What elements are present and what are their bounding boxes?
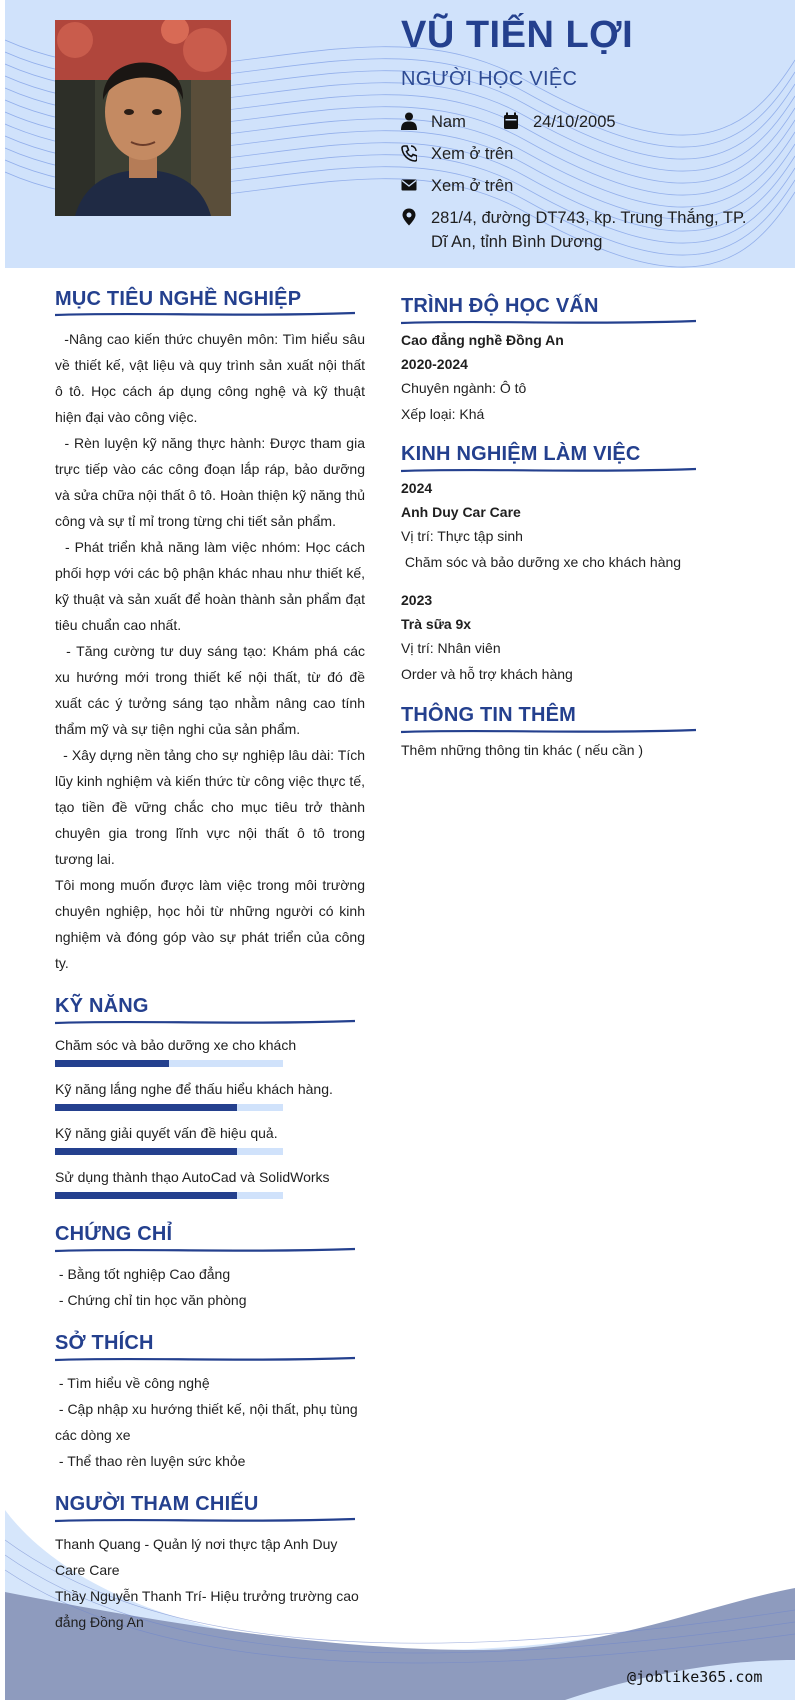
gender-value: Nam [431, 113, 466, 131]
job-year: 2024 [401, 480, 433, 496]
certificate-item: - Chứng chỉ tin học văn phòng [55, 1292, 247, 1308]
objective-underline [55, 310, 355, 318]
hobby-item: - Cập nhập xu hướng thiết kế, nội thất, phụ tùng các dòng xe [55, 1401, 362, 1443]
skills-title: KỸ NĂNG [55, 995, 149, 1017]
objective-paragraph: - Phát triển khả năng làm việc nhóm: Học cách phối hợp với các bộ phận khác nhau như thiết kế, kỹ thuật và sản xuất để hoàn thành sản phẩm đạt tiêu chuẩn cao nhất. [55, 539, 369, 633]
additional-info-underline [401, 727, 696, 735]
gender-row [401, 110, 466, 134]
job-company: Anh Duy Car Care [401, 504, 521, 520]
job-company: Trà sữa 9x [401, 616, 472, 632]
education-title: TRÌNH ĐỘ HỌC VẤN [401, 295, 599, 317]
experience-underline [401, 466, 696, 474]
calendar-icon [503, 112, 519, 130]
certificates-underline [55, 1246, 355, 1254]
birthdate-value: 24/10/2005 [533, 113, 616, 131]
skill-level-bar [55, 1148, 283, 1155]
skill-level-fill [55, 1104, 237, 1111]
job-position: Vị trí: Nhân viên [401, 640, 501, 656]
objective-paragraph: Tôi mong muốn được làm việc trong môi trường chuyên nghiệp, học hỏi từ những người có kinh nghiệm và đóng góp vào sự phát triển của công ty. [55, 877, 369, 971]
envelope-icon [401, 176, 417, 194]
watermark: @joblike365.com [627, 1668, 763, 1686]
references-underline [55, 1516, 355, 1524]
resume-page [5, 0, 795, 1700]
skill-label: Chăm sóc và bảo dưỡng xe cho khách [55, 1037, 297, 1053]
skill-level-bar [55, 1060, 283, 1067]
objective-text [55, 326, 369, 976]
education-school: Cao đẳng nghề Đồng An [401, 332, 564, 348]
skill-label: Sử dụng thành thạo AutoCad và SolidWorks [55, 1169, 330, 1185]
certificates-title: CHỨNG CHỈ [55, 1223, 173, 1245]
additional-info-title: THÔNG TIN THÊM [401, 704, 577, 726]
email-row [401, 174, 513, 198]
person-icon [401, 112, 417, 130]
skill-level-fill [55, 1192, 237, 1199]
additional-info-text: Thêm những thông tin khác ( nếu cần ) [401, 742, 644, 758]
skill-label: Kỹ năng lắng nghe để thấu hiểu khách hàng. [55, 1081, 333, 1097]
email-value: Xem ở trên [431, 177, 514, 195]
hobby-item: - Thể thao rèn luyện sức khỏe [55, 1453, 246, 1469]
job-description: Order và hỗ trợ khách hàng [401, 666, 573, 682]
education-underline [401, 318, 696, 326]
skill-level-bar [55, 1192, 283, 1199]
job-year: 2023 [401, 592, 433, 608]
objective-paragraph: -Nâng cao kiến thức chuyên môn: Tìm hiểu sâu về thiết kế, vật liệu và quy trình sản xuất nội thất ô tô. Học cách áp dụng công nghệ và kỹ thuật hiện đại vào công việc. [55, 331, 369, 425]
hobbies-underline [55, 1355, 355, 1363]
job-title: NGƯỜI HỌC VIỆC [401, 68, 578, 90]
skill-level-fill [55, 1060, 169, 1067]
references-title: NGƯỜI THAM CHIẾU [55, 1493, 259, 1515]
reference-item: Thanh Quang - Quản lý nơi thực tập Anh Duy Care Care [55, 1536, 338, 1578]
birthdate-row [503, 110, 616, 134]
skills-underline [55, 1018, 355, 1026]
skill-level-fill [55, 1148, 237, 1155]
address-row [401, 206, 751, 254]
experience-title: KINH NGHIỆM LÀM VIỆC [401, 443, 641, 465]
objective-paragraph: - Tăng cường tư duy sáng tạo: Khám phá các xu hướng mới trong thiết kế nội thất, từ đó đề xuất các ý tưởng sáng tạo nhằm nâng cao tính thẩm mỹ và sự tiện nghi của sản phẩm. [55, 643, 369, 737]
job-position: Vị trí: Thực tập sinh [401, 528, 523, 544]
objective-title: MỤC TIÊU NGHỀ NGHIỆP [55, 288, 302, 310]
skill-label: Kỹ năng giải quyết vấn đề hiệu quả. [55, 1125, 278, 1141]
address-value: 281/4, đường DT743, kp. Trung Thắng, TP. Dĩ An, tỉnh Bình Dương [431, 209, 747, 251]
profile-photo [55, 20, 231, 216]
education-grade: Xếp loại: Khá [401, 406, 485, 422]
hobby-item: - Tìm hiểu về công nghệ [55, 1375, 210, 1391]
phone-row [401, 142, 513, 166]
phone-value: Xem ở trên [431, 145, 514, 163]
objective-paragraph: - Rèn luyện kỹ năng thực hành: Được tham gia trực tiếp vào các công đoạn lắp ráp, bảo dưỡng và sửa chữa nội thất ô tô. Hoàn thiện kỹ năng thủ công và sự tỉ mỉ trong từng chi tiết sản phẩm. [55, 435, 369, 529]
profile-photo-illustration [55, 20, 231, 216]
objective-paragraph: - Xây dựng nền tảng cho sự nghiệp lâu dài: Tích lũy kinh nghiệm và kiến thức từ công việc thực tế, tạo tiền đề vững chắc cho mục tiêu trở thành chuyên gia trong lĩnh vực nội thất ô tô trong tương lai. [55, 747, 369, 867]
phone-icon [401, 144, 417, 162]
education-period: 2020-2024 [401, 356, 468, 372]
candidate-name: VŨ TIẾN LỢI [401, 14, 634, 56]
hobbies-title: SỞ THÍCH [55, 1332, 154, 1354]
certificate-item: - Bằng tốt nghiệp Cao đẳng [55, 1266, 231, 1282]
map-pin-icon [401, 208, 417, 226]
job-description: Chăm sóc và bảo dưỡng xe cho khách hàng [401, 554, 682, 570]
reference-item: Thầy Nguyễn Thanh Trí- Hiệu trưởng trường cao đẳng Đồng An [55, 1588, 359, 1630]
skill-level-bar [55, 1104, 283, 1111]
education-major: Chuyên ngành: Ô tô [401, 380, 527, 396]
